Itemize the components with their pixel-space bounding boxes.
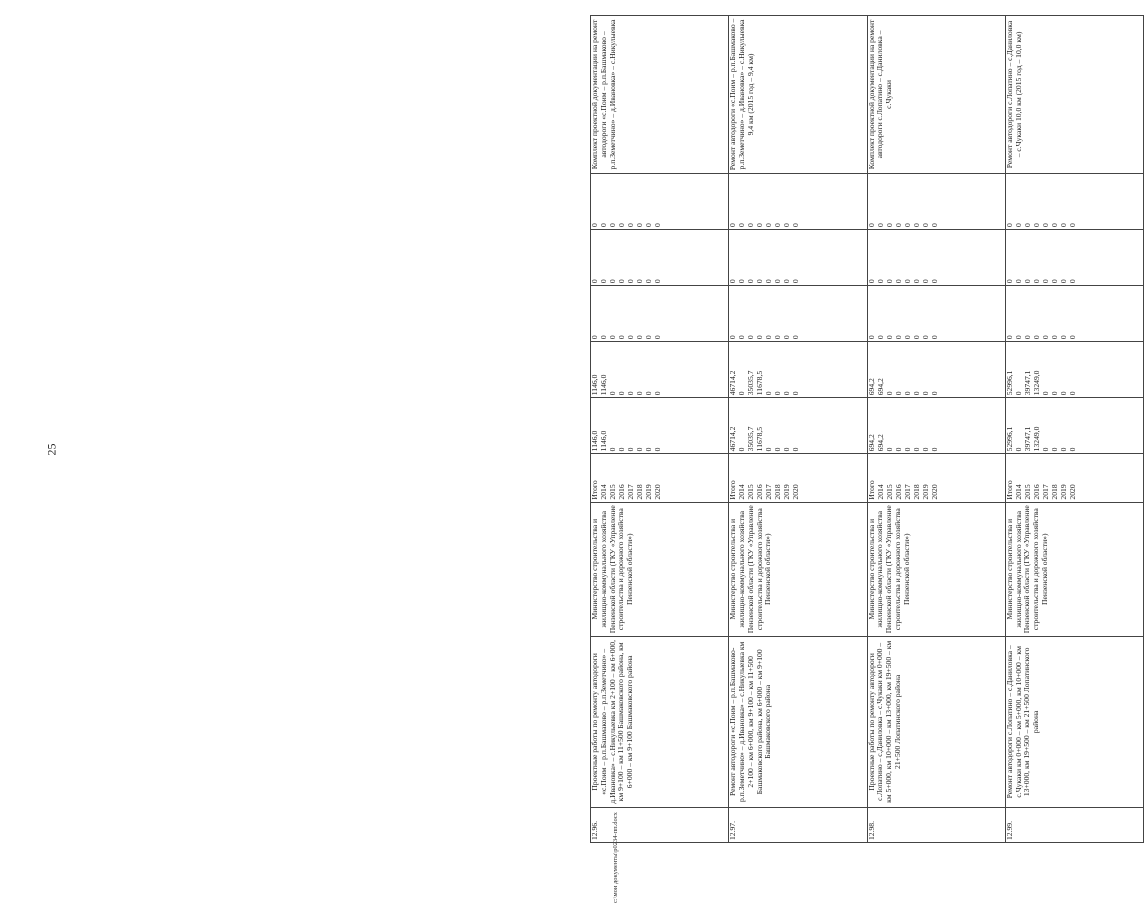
amount-line: 0 <box>791 447 801 452</box>
amount-line: 694,2 <box>866 378 876 396</box>
result-cell: Ремонт автодороги с.Лопатино – с.Даниловка – с.Чукаки 10,0 км (2015 год – 10,0 км) <box>1005 16 1143 174</box>
executor-cell: Министерство строительства и жилищно-коммунального хозяйства Пензенской области (ГКУ «Управление строительства и дорожного хозяйства Пензенской области») <box>1005 502 1143 636</box>
amount-cell <box>1005 286 1143 342</box>
amount-cell <box>591 173 729 229</box>
amount-line: 0 <box>653 279 662 284</box>
amount-line: 0 <box>626 279 635 284</box>
amount-line: 0 <box>644 223 653 227</box>
amount-line: 0 <box>1049 223 1059 227</box>
amount-line: 0 <box>920 279 930 284</box>
amount-line: 0 <box>737 279 747 284</box>
amount-line: 0 <box>929 447 939 452</box>
year-line: 2018 <box>1049 484 1059 500</box>
amount-line: 0 <box>626 223 635 227</box>
amount-line: 0 <box>599 223 608 227</box>
rotated-table-canvas <box>590 15 1144 843</box>
amount-line: 35035,7 <box>746 370 756 396</box>
amount-cell <box>729 398 867 454</box>
amount-line: 0 <box>635 447 644 452</box>
amount-line: 0 <box>884 223 894 227</box>
year-line: Итого <box>1004 480 1014 500</box>
amount-line: 39747,1 <box>1022 370 1032 396</box>
amount-line: 0 <box>866 223 876 227</box>
executor-cell: Министерство строительства и жилищно-коммунального хозяйства Пензенской области (ГКУ «Управление строительства и дорожного хозяйства Пензенской области») <box>729 502 867 636</box>
amount-line: 0 <box>737 223 747 227</box>
amount-line: 0 <box>929 223 939 227</box>
amount-line: 0 <box>920 335 930 340</box>
year-line: 2018 <box>773 484 783 500</box>
amount-line: 0 <box>902 391 912 396</box>
year-line: 2019 <box>644 484 653 500</box>
amount-line: 0 <box>782 391 792 396</box>
year-cell <box>729 454 867 502</box>
amount-line: 35035,7 <box>746 426 756 452</box>
amount-line: 0 <box>782 335 792 340</box>
amount-line: 0 <box>1031 223 1041 227</box>
year-line: 2017 <box>626 484 635 500</box>
amount-line: 0 <box>737 335 747 340</box>
amount-line: 0 <box>875 279 885 284</box>
amount-line: 0 <box>893 279 903 284</box>
amount-line: 0 <box>893 335 903 340</box>
amount-line: 0 <box>755 335 765 340</box>
page-number: 25 <box>44 443 59 456</box>
amount-line: 0 <box>653 335 662 340</box>
table-row <box>591 16 729 843</box>
year-line: 2019 <box>920 484 930 500</box>
amount-line: 0 <box>1049 335 1059 340</box>
amount-line: 0 <box>764 335 774 340</box>
amount-line: 694,2 <box>875 378 885 396</box>
amount-line: 0 <box>782 447 792 452</box>
amount-line: 0 <box>626 335 635 340</box>
amount-line: 1146,0 <box>599 430 608 452</box>
year-line: 2017 <box>764 484 774 500</box>
amount-line: 0 <box>626 447 635 452</box>
table-body <box>591 16 1144 843</box>
amount-line: 0 <box>644 279 653 284</box>
amount-line: 0 <box>608 447 617 452</box>
footer-file-path: с:\мои документы\р0234-пп.docx <box>612 812 619 903</box>
year-cell <box>867 454 1005 502</box>
table-row <box>867 16 1005 843</box>
amount-line: 0 <box>599 279 608 284</box>
amount-line: 0 <box>746 335 756 340</box>
amount-line: 0 <box>1013 223 1023 227</box>
year-cell <box>1005 454 1143 502</box>
year-line: 2020 <box>653 484 662 500</box>
amount-line: 0 <box>791 335 801 340</box>
year-line: 2015 <box>608 484 617 500</box>
result-cell: Комплект проектной документации на ремонт автодороги «с.Поим – р.п.Башмаково – р.п.Земетчино» – д.Ивановка» – с.Никулыевка <box>591 16 729 174</box>
amount-line: 1146,0 <box>590 374 599 396</box>
amount-line: 0 <box>1067 279 1077 284</box>
year-line: 2014 <box>1013 484 1023 500</box>
amount-line: 0 <box>746 223 756 227</box>
amount-line: 0 <box>1013 391 1023 396</box>
amount-line: 0 <box>902 279 912 284</box>
amount-line: 0 <box>1067 391 1077 396</box>
amount-line: 0 <box>866 279 876 284</box>
amount-line: 0 <box>635 391 644 396</box>
amount-line: 0 <box>884 447 894 452</box>
amount-line: 0 <box>929 279 939 284</box>
amount-line: 0 <box>773 279 783 284</box>
project-name-cell: Ремонт автодороги «с.Поим – р.п.Башмаково-р.п.Земетчино» – д.Ивановка» – с.Никулыевка км 2+100 – км 6+000, км 9+100 – км 11+500 Башмаковского района, км 6+000 – км 9+100 Башмаковского района <box>729 636 867 807</box>
amount-line: 0 <box>728 335 738 340</box>
project-name-cell: Проектные работы по ремонту автодороги с.Лопатино – с.Даниловка – с.Чукаки км 0+000 – км 5+000, км 10+000 – км 13+000, км 19+500 – км 21+500 Лопатинского района <box>867 636 1005 807</box>
amount-line: 0 <box>737 447 747 452</box>
amount-cell <box>1005 230 1143 286</box>
amount-line: 0 <box>875 223 885 227</box>
amount-line: 0 <box>1058 447 1068 452</box>
year-line: Итого <box>590 480 599 500</box>
year-line: 2016 <box>755 484 765 500</box>
year-line: Итого <box>866 480 876 500</box>
year-line: 2017 <box>1040 484 1050 500</box>
project-name-cell: Проектные работы по ремонту автодороги «с.Поим – р.п.Башмаково – р.п.Земетчино» – д.Ивановка» – с.Никулыевка км 2+100 – км 6+000, км 9+100 – км 11+500 Башмаковского района, км 6+000 – км 9+100 Башмаковского района <box>591 636 729 807</box>
amount-line: 0 <box>773 223 783 227</box>
amount-line: 52996,1 <box>1004 426 1014 452</box>
amount-line: 0 <box>791 391 801 396</box>
amount-line: 0 <box>1022 279 1032 284</box>
amount-line: 1146,0 <box>599 374 608 396</box>
amount-line: 0 <box>653 223 662 227</box>
amount-cell <box>591 398 729 454</box>
amount-line: 0 <box>920 447 930 452</box>
amount-line: 0 <box>1022 223 1032 227</box>
amount-line: 0 <box>884 279 894 284</box>
amount-cell <box>867 398 1005 454</box>
amount-line: 0 <box>635 335 644 340</box>
amount-line: 0 <box>590 279 599 284</box>
amount-line: 0 <box>782 223 792 227</box>
year-line: 2015 <box>746 484 756 500</box>
executor-cell: Министерство строительства и жилищно-коммунального хозяйства Пензенской области (ГКУ «Управление строительства и дорожного хозяйства Пензенской области») <box>591 502 729 636</box>
amount-line: 52996,1 <box>1004 370 1014 396</box>
year-line: 2016 <box>1031 484 1041 500</box>
year-line: 2018 <box>635 484 644 500</box>
amount-line: 0 <box>764 391 774 396</box>
amount-line: 0 <box>1058 223 1068 227</box>
amount-line: 0 <box>653 447 662 452</box>
amount-line: 0 <box>728 279 738 284</box>
amount-line: 0 <box>755 279 765 284</box>
amount-cell <box>867 286 1005 342</box>
amount-cell <box>867 342 1005 398</box>
amount-line: 0 <box>1013 279 1023 284</box>
amount-line: 11678,5 <box>755 370 765 396</box>
amount-line: 0 <box>1049 447 1059 452</box>
amount-line: 0 <box>626 391 635 396</box>
amount-line: 694,2 <box>875 434 885 452</box>
result-cell: Комплект проектной документации на ремонт автодороги с.Лопатино – с.Даниловка – с.Чукаки <box>867 16 1005 174</box>
amount-line: 13249,0 <box>1031 370 1041 396</box>
year-line: 2020 <box>791 484 801 500</box>
amount-line: 0 <box>608 335 617 340</box>
year-cell <box>591 454 729 502</box>
year-line: 2019 <box>782 484 792 500</box>
amount-line: 0 <box>929 335 939 340</box>
row-number-cell: 12.96. <box>591 807 729 842</box>
amount-cell <box>591 230 729 286</box>
table-row <box>1005 16 1143 843</box>
year-line: 2020 <box>1067 484 1077 500</box>
amount-line: 0 <box>875 335 885 340</box>
amount-line: 0 <box>1004 279 1014 284</box>
amount-line: 0 <box>617 447 626 452</box>
amount-line: 0 <box>920 391 930 396</box>
amount-line: 0 <box>893 447 903 452</box>
amount-line: 0 <box>782 279 792 284</box>
amount-cell <box>867 173 1005 229</box>
year-line: 2014 <box>875 484 885 500</box>
amount-line: 0 <box>590 335 599 340</box>
amount-line: 0 <box>608 279 617 284</box>
year-line: 2015 <box>884 484 894 500</box>
amount-line: 0 <box>1040 279 1050 284</box>
amount-line: 0 <box>773 391 783 396</box>
amount-line: 0 <box>617 335 626 340</box>
amount-line: 0 <box>773 447 783 452</box>
amount-line: 0 <box>764 223 774 227</box>
amount-line: 0 <box>920 223 930 227</box>
amount-line: 0 <box>911 447 921 452</box>
amount-line: 0 <box>728 223 738 227</box>
year-line: 2014 <box>599 484 608 500</box>
amount-cell <box>591 286 729 342</box>
amount-line: 0 <box>791 279 801 284</box>
amount-line: 0 <box>1040 391 1050 396</box>
amount-line: 39747,1 <box>1022 426 1032 452</box>
amount-line: 0 <box>791 223 801 227</box>
amount-line: 0 <box>755 223 765 227</box>
year-line: 2015 <box>1022 484 1032 500</box>
amount-line: 0 <box>644 391 653 396</box>
amount-line: 0 <box>1004 335 1014 340</box>
amount-line: 0 <box>866 335 876 340</box>
amount-line: 0 <box>617 223 626 227</box>
amount-line: 1146,0 <box>590 430 599 452</box>
amount-line: 0 <box>635 279 644 284</box>
amount-line: 0 <box>608 223 617 227</box>
amount-line: 0 <box>1031 279 1041 284</box>
year-line: 2016 <box>617 484 626 500</box>
amount-line: 0 <box>644 335 653 340</box>
amount-line: 13249,0 <box>1031 426 1041 452</box>
amount-line: 0 <box>764 447 774 452</box>
amount-line: 0 <box>902 447 912 452</box>
amount-line: 0 <box>1067 223 1077 227</box>
amount-line: 0 <box>1031 335 1041 340</box>
amount-cell <box>1005 342 1143 398</box>
year-line: 2020 <box>929 484 939 500</box>
amount-line: 0 <box>608 391 617 396</box>
amount-line: 0 <box>746 279 756 284</box>
result-cell: Ремонт автодороги «с.Поим – р.п.Башмаково – р.п.Земетчино» – д.Ивановка» – с.Никулыевка 9,4 км (2015 год – 9,4 км) <box>729 16 867 174</box>
amount-line: 0 <box>635 223 644 227</box>
amount-cell <box>591 342 729 398</box>
amount-line: 0 <box>884 335 894 340</box>
amount-line: 0 <box>1067 447 1077 452</box>
amount-line: 0 <box>1040 223 1050 227</box>
amount-line: 0 <box>902 223 912 227</box>
amount-line: 0 <box>929 391 939 396</box>
amount-cell <box>1005 398 1143 454</box>
amount-line: 0 <box>590 223 599 227</box>
amount-line: 0 <box>1058 279 1068 284</box>
amount-cell <box>1005 173 1143 229</box>
row-number-cell: 12.97. <box>729 807 867 842</box>
amount-line: 0 <box>644 447 653 452</box>
year-line: 2014 <box>737 484 747 500</box>
table-row <box>729 16 867 843</box>
amount-line: 0 <box>1004 223 1014 227</box>
amount-line: 0 <box>773 335 783 340</box>
amount-line: 0 <box>653 391 662 396</box>
amount-line: 0 <box>1022 335 1032 340</box>
amount-line: 0 <box>902 335 912 340</box>
amount-line: 0 <box>911 279 921 284</box>
amount-line: 0 <box>1049 279 1059 284</box>
amount-line: 0 <box>893 223 903 227</box>
amount-line: 0 <box>911 335 921 340</box>
amount-line: 0 <box>599 335 608 340</box>
program-table <box>590 15 1144 843</box>
year-line: 2017 <box>902 484 912 500</box>
year-line: 2019 <box>1058 484 1068 500</box>
year-line: Итого <box>728 480 738 500</box>
row-number-cell: 12.99. <box>1005 807 1143 842</box>
amount-line: 0 <box>1058 335 1068 340</box>
amount-line: 11678,5 <box>755 426 765 452</box>
amount-line: 0 <box>1013 447 1023 452</box>
amount-line: 0 <box>737 391 747 396</box>
amount-line: 0 <box>911 391 921 396</box>
amount-cell <box>729 342 867 398</box>
amount-cell <box>729 286 867 342</box>
amount-line: 0 <box>1040 447 1050 452</box>
amount-line: 0 <box>764 279 774 284</box>
amount-cell <box>729 230 867 286</box>
amount-line: 0 <box>911 223 921 227</box>
amount-line: 0 <box>1049 391 1059 396</box>
amount-line: 0 <box>1058 391 1068 396</box>
row-number-cell: 12.98. <box>867 807 1005 842</box>
year-line: 2018 <box>911 484 921 500</box>
amount-line: 0 <box>1040 335 1050 340</box>
amount-cell <box>729 173 867 229</box>
project-name-cell: Ремонт автодороги с.Лопатино – с.Даниловка – с.Чукаки км 0+000 – км 5+000, км 10+000 – км 13+000, км 19+500 – км 21+500 Лопатинского района <box>1005 636 1143 807</box>
year-line: 2016 <box>893 484 903 500</box>
amount-line: 0 <box>884 391 894 396</box>
amount-line: 0 <box>617 279 626 284</box>
executor-cell: Министерство строительства и жилищно-коммунального хозяйства Пензенской области (ГКУ «Управление строительства и дорожного хозяйства Пензенской области») <box>867 502 1005 636</box>
amount-line: 46714,2 <box>728 426 738 452</box>
amount-line: 0 <box>1067 335 1077 340</box>
amount-line: 46714,2 <box>728 370 738 396</box>
amount-line: 0 <box>1013 335 1023 340</box>
amount-line: 694,2 <box>866 434 876 452</box>
amount-cell <box>867 230 1005 286</box>
amount-line: 0 <box>893 391 903 396</box>
amount-line: 0 <box>617 391 626 396</box>
